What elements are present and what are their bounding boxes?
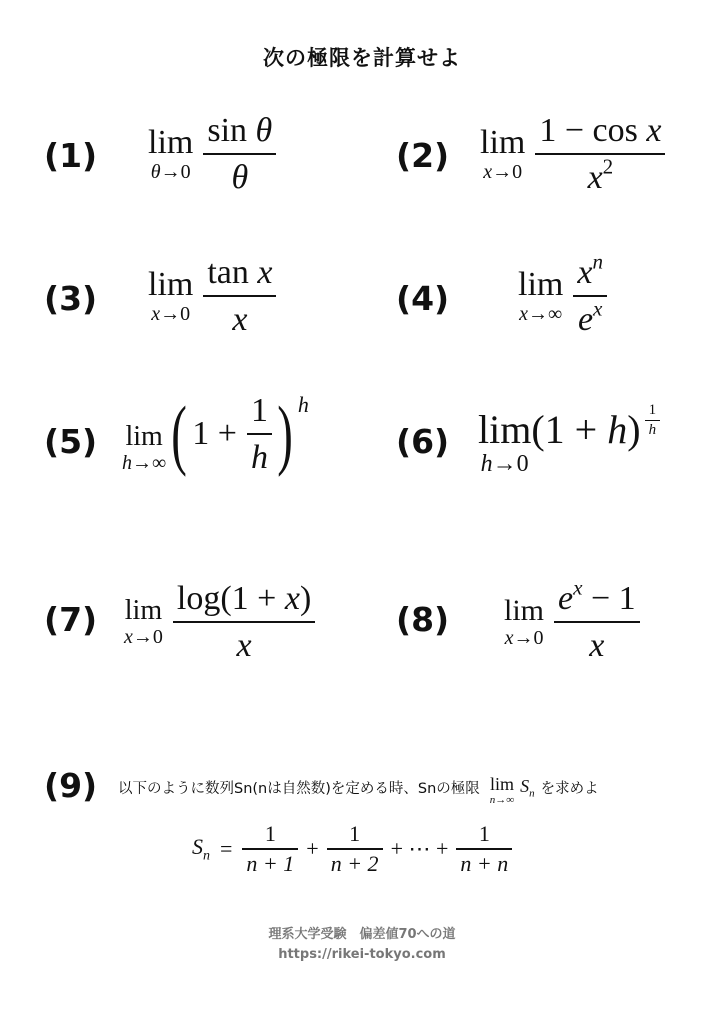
problem-6-expression: lim h→0 (1 + h) $\frac{1}{h}$ xyxy=(478,410,660,476)
problem-1-label: (1) xyxy=(44,136,98,175)
problem-9-label: (9) xyxy=(44,766,98,805)
problem-2-expression xyxy=(480,112,665,197)
limit-operator: lim n→∞ xyxy=(489,774,515,806)
problem-8-expression xyxy=(504,575,640,665)
limit-operator: lim x→0 xyxy=(124,595,163,649)
fraction: $\frac{\log(1 + x)}{x}$ xyxy=(173,580,315,665)
fraction: $\frac{x^n}{e^x}$ xyxy=(573,254,607,339)
term-2: $\frac{1}{n + 2}$ xyxy=(327,822,383,876)
fraction: $\frac{e^x - 1}{x}$ xyxy=(554,580,640,665)
problem-1-expression xyxy=(148,112,276,197)
term-1: $\frac{1}{n + 1}$ xyxy=(242,822,298,876)
problem-3-expression xyxy=(148,254,276,339)
problem-7-label: (7) xyxy=(44,600,98,639)
footer-site-name: 理系大学受験 偏差値70への道 xyxy=(268,927,456,942)
footer xyxy=(0,925,724,965)
problem-9-statement: 以下のように数列Sn(nは自然数)を定める時、Snの極限 lim n→∞ $S_n$ を求めよ xyxy=(118,774,599,806)
limit-operator: lim x→∞ xyxy=(518,266,564,326)
problem-3-label: (3) xyxy=(44,279,98,318)
problem-6-label: (6) xyxy=(396,422,450,461)
problem-7-expression xyxy=(124,580,315,665)
limit-operator: lim x→0 xyxy=(148,266,194,326)
limit-operator: lim h→∞ xyxy=(122,421,167,475)
limit-operator: lim x→0 xyxy=(480,124,526,184)
sequence-formula: $S_n$ = $\frac{1}{n + 1}$ + $\frac{1}{n + 2}$ + ⋯ + $\frac{1}{n + n}$ xyxy=(192,822,512,876)
page-title: 次の極限を計算せよ xyxy=(263,46,461,70)
limit-operator: lim h→0 xyxy=(478,407,532,477)
right-paren: ) xyxy=(277,390,293,478)
problem-4-expression xyxy=(518,249,607,339)
problem-5-expression: lim h→∞ ( 1 + $\frac{1}{h}$ ) h xyxy=(122,390,309,478)
limit-operator: lim x→0 xyxy=(504,594,545,650)
footer-url[interactable]: https://rikei-tokyo.com xyxy=(278,947,446,962)
exponent: h xyxy=(297,392,309,417)
left-paren: ( xyxy=(171,390,188,478)
fraction: $\frac{\text{tan x}}{x}$ xyxy=(203,254,276,339)
term-n: $\frac{1}{n + n}$ xyxy=(456,822,512,876)
problem-5-label: (5) xyxy=(44,422,98,461)
limit-operator: lim θ→0 xyxy=(148,124,194,184)
exponent-fraction: $\frac{1}{h}$ xyxy=(645,402,661,438)
problem-4-label: (4) xyxy=(396,279,450,318)
fraction: $\frac{\text{sin θ}}{\theta}$ xyxy=(203,112,276,197)
fraction: $\frac{1}{h}$ xyxy=(247,392,272,477)
problem-8-label: (8) xyxy=(396,600,450,639)
problem-2-label: (2) xyxy=(396,136,450,175)
fraction: $\frac{\text{1 − cos x}}{x^2}$ xyxy=(535,112,665,197)
